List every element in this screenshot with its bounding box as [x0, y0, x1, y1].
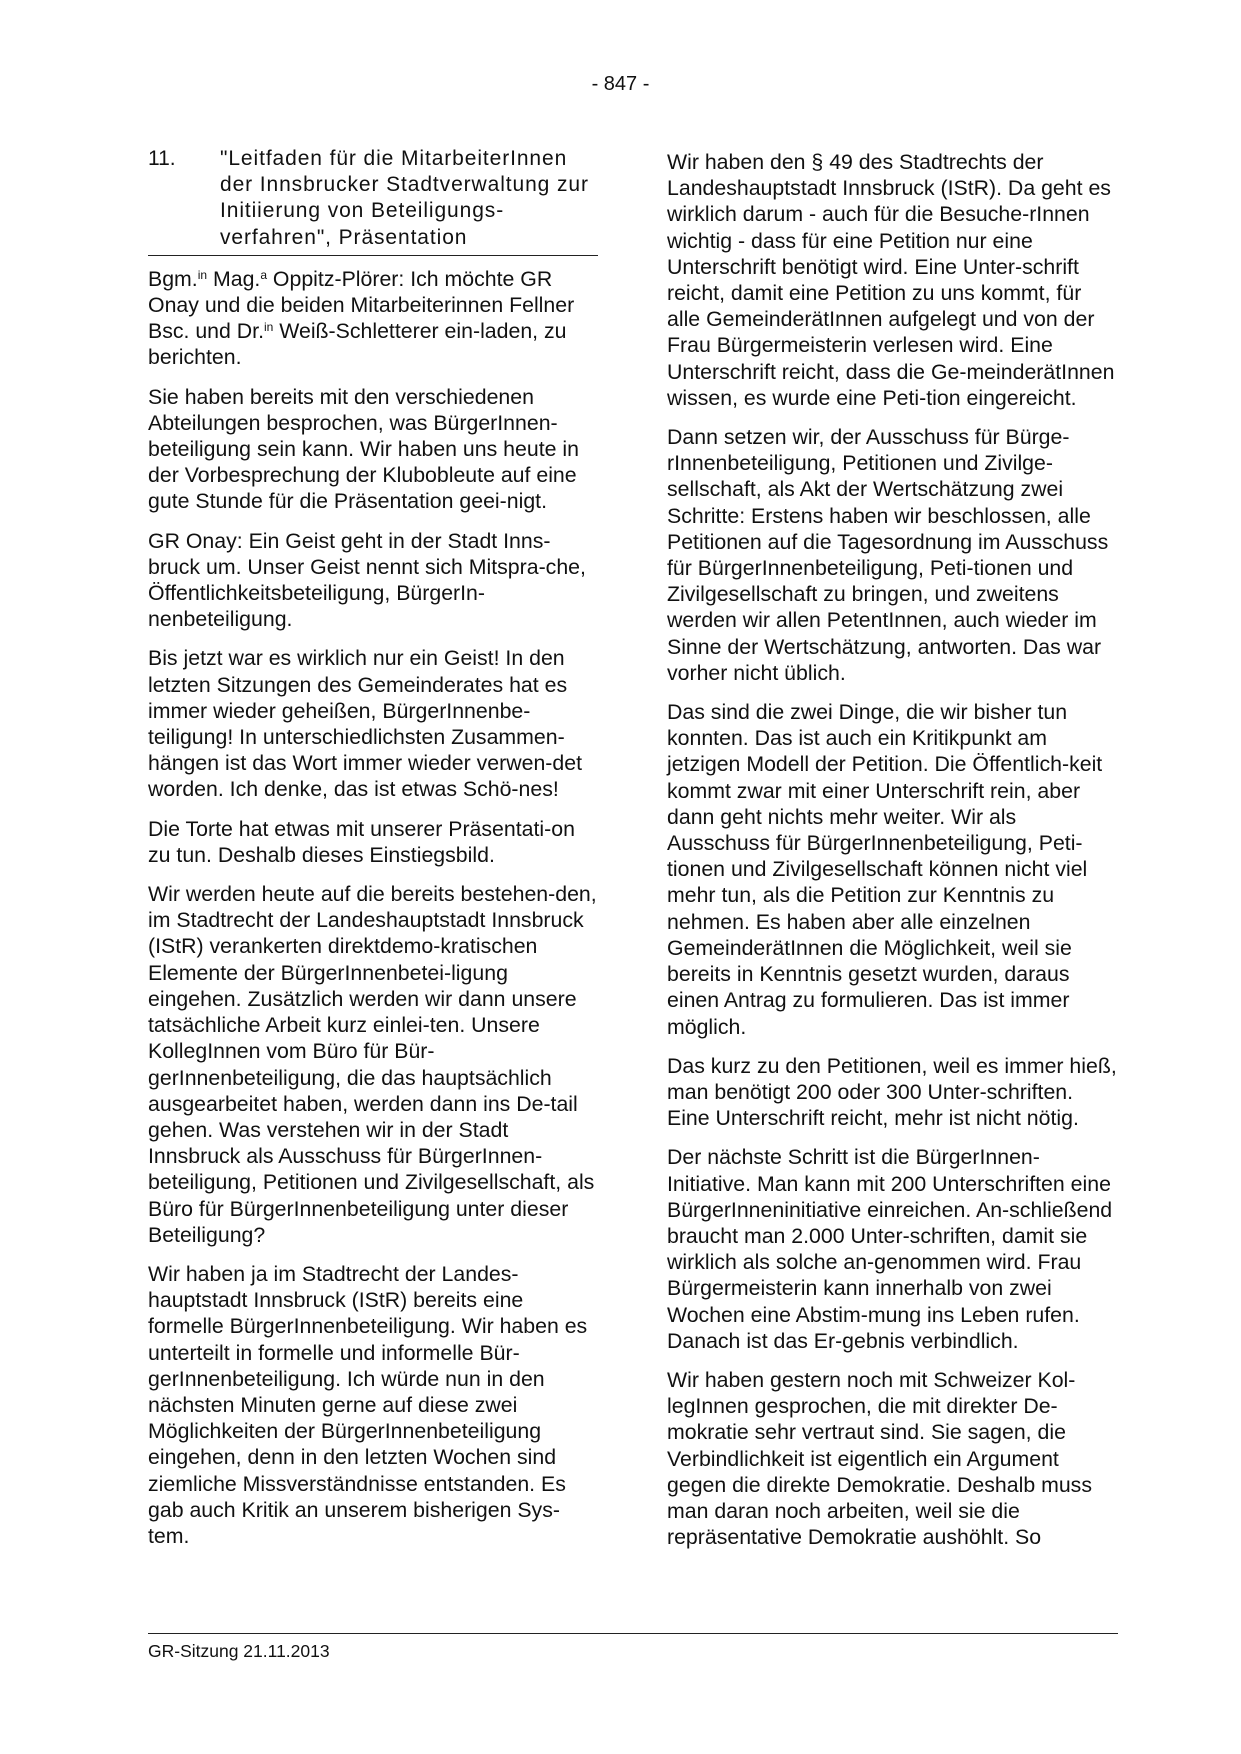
right-column [667, 149, 1117, 1563]
paragraph: Das sind die zwei Dinge, die wir bisher tun konnten. Das ist auch ein Kritikpunkt am jetzigen Modell der Petition. Die Öffentlich-keit kommt zwar mit einer Unterschrift rein, aber dann geht nichts mehr weiter. Wir als Ausschuss für BürgerInnenbeteiligung, Peti-tionen und Zivilgesellschaft können nicht viel mehr tun, als die Petition zur Kenntnis zu nehmen. Es haben aber alle einzelnen GemeinderätInnen die Möglichkeit, weil sie bereits in Kenntnis gesetzt wurden, daraus einen Antrag zu formulieren. Das ist immer möglich. [667, 700, 1103, 1039]
paragraph: Bis jetzt war es wirklich nur ein Geist! In den letzten Sitzungen des Gemeinderates hat es immer wieder geheißen, BürgerInnenbe-teiligung! In unterschiedlichsten Zusammen-hängen ist das Wort immer wieder verwen-det worden. Ich denke, das ist etwas Schö-nes! [148, 646, 583, 802]
agenda-item-number: 11. [148, 147, 176, 170]
paragraph: Der nächste Schritt ist die BürgerInnen-Initiative. Man kann mit 200 Unterschriften eine BürgerInneninitiative einreichen. An-schließend braucht man 2.000 Unter-schriften, damit sie wirklich als solche an-genommen wird. Frau Bürgermeisterin kann innerhalb von zwei Wochen eine Abstim-mung ins Leben rufen. Danach ist das Er-gebnis verbindlich. [667, 1145, 1113, 1353]
paragraph: Sie haben bereits mit den verschiedenen Abteilungen besprochen, was BürgerInnen-beteiligung sein kann. Wir haben uns heute in der Vorbesprechung der Klubobleute auf eine gute Stunde für die Präsentation geei-nigt. [148, 384, 579, 514]
paragraph: Wir haben ja im Stadtrecht der Landes-hauptstadt Innsbruck (IStR) bereits eine formelle BürgerInnenbeteiligung. Wir haben es unterteilt in formelle und informelle Bür-gerInnenbeteiligung. Ich würde nun in den nächsten Minuten gerne auf diese zwei Möglichkeiten der BürgerInnenbeteiligung eingehen, denn in den letzten Wochen sind ziemliche Missverständnisse entstanden. Es gab auch Kritik an unserem bisherigen Sys-tem. [148, 1261, 588, 1548]
left-column [148, 146, 598, 1562]
agenda-item-heading [148, 146, 598, 256]
paragraph: Wir werden heute auf die bereits bestehen-den, im Stadtrecht der Landeshauptstadt Innsbruck (IStR) verankerten direktdemo-kratischen Elemente der BürgerInnenbetei-ligung eingehen. Zusätzlich werden wir dann unsere tatsächliche Arbeit kurz einlei-ten. Unsere KollegInnen vom Büro für Bür-gerInnenbeteiligung, die das hauptsächlich ausgearbeitet haben, werden dann ins De-tail gehen. Was verstehen wir in der Stadt Innsbruck als Ausschuss für BürgerInnen-beteiligung, Petitionen und Zivilgesellschaft, als Büro für BürgerInnenbeteiligung unter dieser Beteiligung? [148, 882, 597, 1247]
paragraph: Dann setzen wir, der Ausschuss für Bürge-rInnenbeteiligung, Petitionen und Zivilge-sellschaft, als Akt der Wertschätzung zwei Schritte: Erstens haben wir beschlossen, alle Petitionen auf die Tagesordnung im Ausschuss für BürgerInnenbeteiligung, Peti-tionen und Zivilgesellschaft zu bringen, und zweitens werden wir allen PetentInnen, auch wieder im Sinne der Wertschätzung, antworten. Das war vorher nicht üblich. [667, 425, 1109, 685]
paragraph: Die Torte hat etwas mit unserer Präsentati-on zu tun. Deshalb dieses Einstiegsbild. [148, 816, 575, 867]
footer-divider [148, 1633, 1118, 1634]
footer-session-date: GR-Sitzung 21.11.2013 [148, 1641, 330, 1661]
paragraph: Wir haben den § 49 des Stadtrechts der Landeshauptstadt Innsbruck (IStR). Da geht es wirklich darum - auch für die Besuche-rInnen wichtig - dass für eine Petition nur eine Unterschrift benötigt wird. Eine Unter-schrift reicht, damit eine Petition zu uns kommt, für alle GemeinderätInnen aufgelegt und von der Frau Bürgermeisterin verlesen wird. Eine Unterschrift reicht, dass die Ge-meinderätInnen wissen, es wurde eine Peti-tion eingereicht. [667, 150, 1115, 410]
paragraph: Das kurz zu den Petitionen, weil es immer hieß, man benötigt 200 oder 300 Unter-schriften. Eine Unterschrift reicht, mehr ist nicht nötig. [667, 1053, 1117, 1131]
page-number: - 847 - [591, 73, 650, 95]
paragraph: Wir haben gestern noch mit Schweizer Kol-legInnen gesprochen, die mit direkter De-mokratie sehr vertraut sind. Sie sagen, die Verbindlichkeit ist eigentlich ein Argument gegen die direkte Demokratie. Deshalb muss man daran noch arbeiten, weil sie die repräsentative Demokratie aushöhlt. So [667, 1367, 1092, 1550]
paragraph: Bgm.$^{in}$ Mag.$^a$ Oppitz-Plörer: Ich möchte GR Onay und die beiden Mitarbeiterinnen Fellner Bsc. und Dr.$^{in}$ Weiß-Schletterer ein-laden, zu berichten. [148, 266, 575, 370]
paragraph: GR Onay: Ein Geist geht in der Stadt Inns-bruck um. Unser Geist nennt sich Mitspra-che, Öffentlichkeitsbeteiligung, BürgerIn-nenbeteiligung. [148, 528, 586, 632]
agenda-item-title: "Leitfaden für die MitarbeiterInnen der Innsbrucker Stadtverwaltung zur Initiierung von Beteiligungs-verfahren", Präsentation [220, 147, 589, 249]
